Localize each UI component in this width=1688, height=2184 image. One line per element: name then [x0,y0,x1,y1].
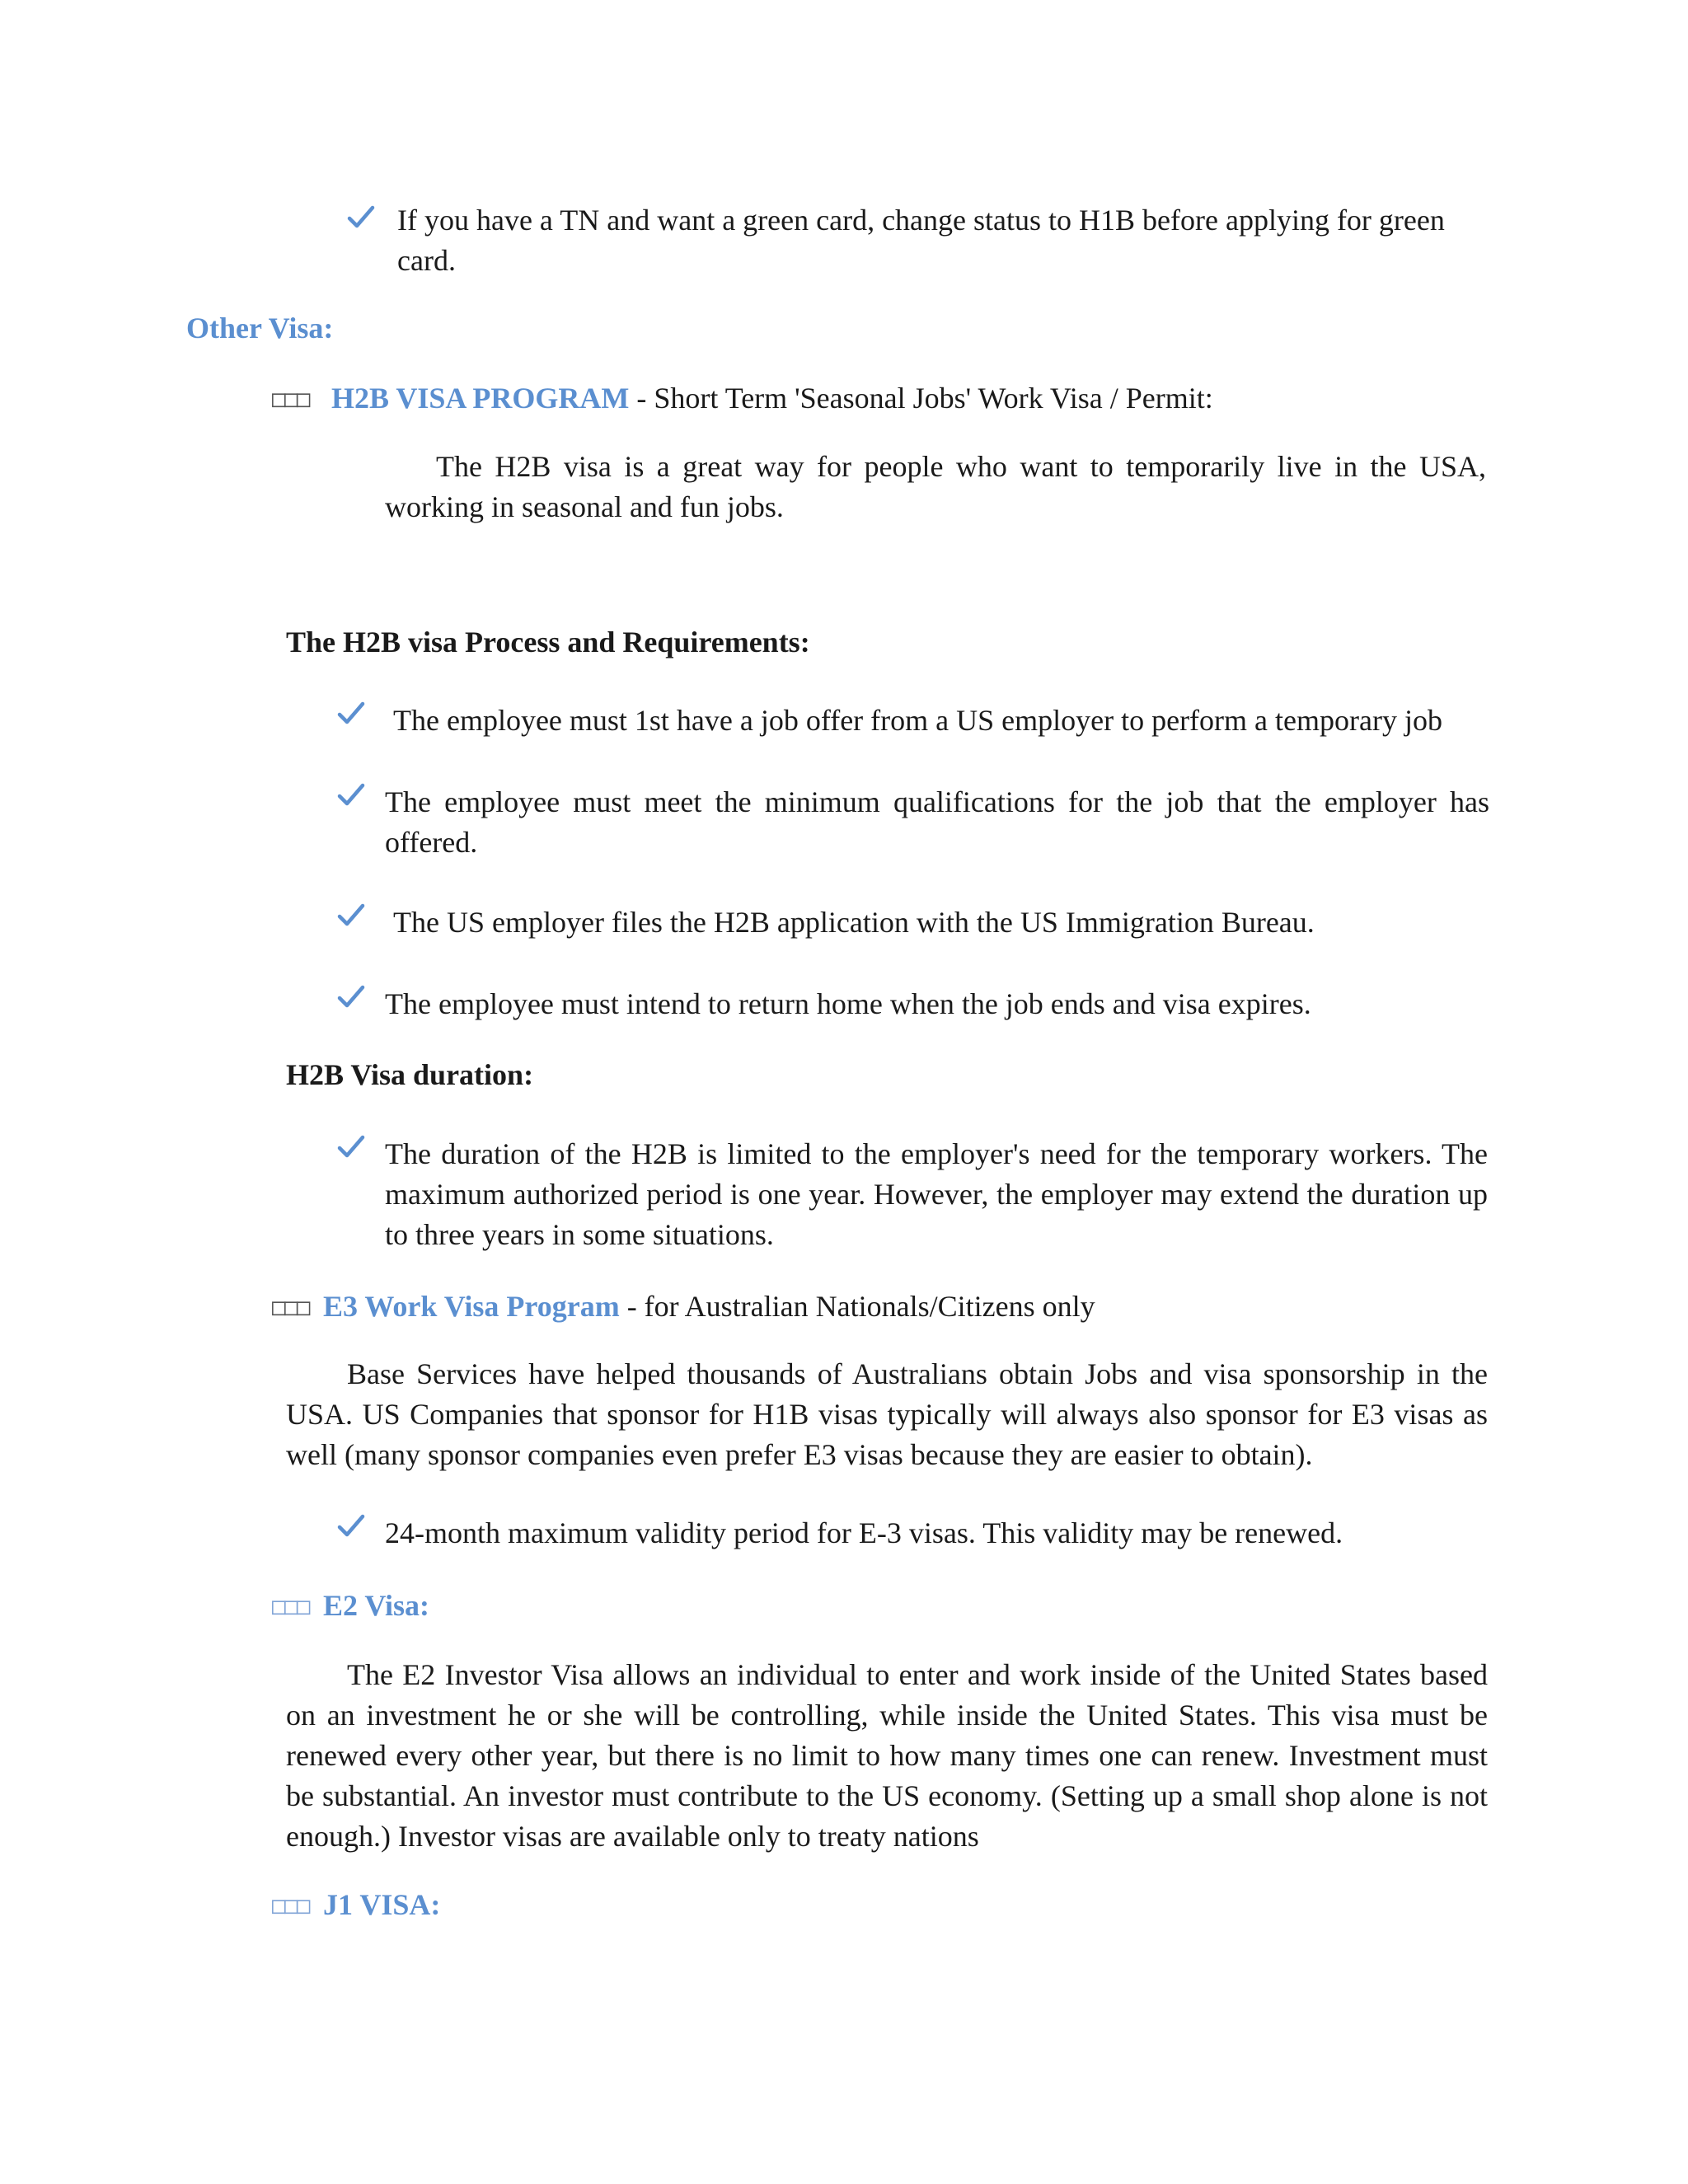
h2b-duration-heading: H2B Visa duration: [286,1058,534,1091]
tn-note [397,200,1487,281]
e2-paragraph: The E2 Investor Visa allows an individual to enter and work inside of the United States based on an investment he or she will be controlling, while inside the United States. This visa must be renewed every other year, but there is no limit to how many times one can renew. Investment must be substantial. An investor must contribute to the US economy. (Setting up a small shop alone is not enough.) Investor visas are available only to treaty nations [286,1658,1488,1853]
j1-title: J1 VISA: [323,1888,441,1921]
e3-title: E3 Work Visa Program [323,1290,620,1323]
requirement-item: The employee must intend to return home when the job ends and visa expires. [385,987,1311,1020]
h2b-intro: The H2B visa is a great way for people who want to temporarily live in the USA, working in seasonal and fun jobs. [385,450,1486,523]
h2b-process-heading: The H2B visa Process and Requirements: [286,626,810,658]
h2b-title: H2B VISA PROGRAM [331,382,630,415]
missing-glyph-bullet-icon: □□□ [272,1891,309,1919]
missing-glyph-bullet-icon: □□□ [272,1293,309,1320]
missing-glyph-bullet-icon: □□□ [272,1592,309,1619]
h2b-heading-line [331,378,1502,419]
e3-paragraph: Base Services have helped thousands of Australians obtain Jobs and visa sponsorship in the USA. US Companies that sponsor for H1B visas typically will always also sponsor for E3 visas as well (many sponsor companies even prefer E3 visas because they are easier to obtain). [286,1357,1488,1471]
requirement-item: The employee must 1st have a job offer from a US employer to perform a temporary job [393,704,1442,737]
checkmark-icon [336,982,366,1012]
e3-bullet: 24-month maximum validity period for E-3 visas. This validity may be renewed. [385,1516,1343,1549]
tn-note-line1: If you have a TN and want a green card, change status to H1B before applying for green [397,204,1445,237]
requirement-item: The US employer files the H2B application with the US Immigration Bureau. [393,906,1315,939]
missing-glyph-bullet-icon: □□□ [272,385,309,412]
other-visa-heading: Other Visa: [186,312,334,344]
checkmark-icon [336,699,366,729]
checkmark-icon [336,1511,366,1541]
h2b-duration-text: The duration of the H2B is limited to the employer's need for the temporary workers. The maximum authorized period is one year. However, the employer may extend the duration up to three years in some situations. [385,1137,1488,1251]
tn-note-line2: card. [397,244,456,277]
e3-heading-line [323,1286,1493,1327]
e2-title: E2 Visa: [323,1589,430,1622]
requirement-item: The employee must meet the minimum qualifications for the job that the employer has offered. [385,785,1489,859]
checkmark-icon [346,203,376,232]
h2b-subtitle: - Short Term 'Seasonal Jobs' Work Visa / Permit: [629,382,1213,415]
e3-subtitle: - for Australian Nationals/Citizens only [619,1290,1095,1323]
checkmark-icon [336,780,366,810]
checkmark-icon [336,1132,366,1162]
checkmark-icon [336,901,366,930]
